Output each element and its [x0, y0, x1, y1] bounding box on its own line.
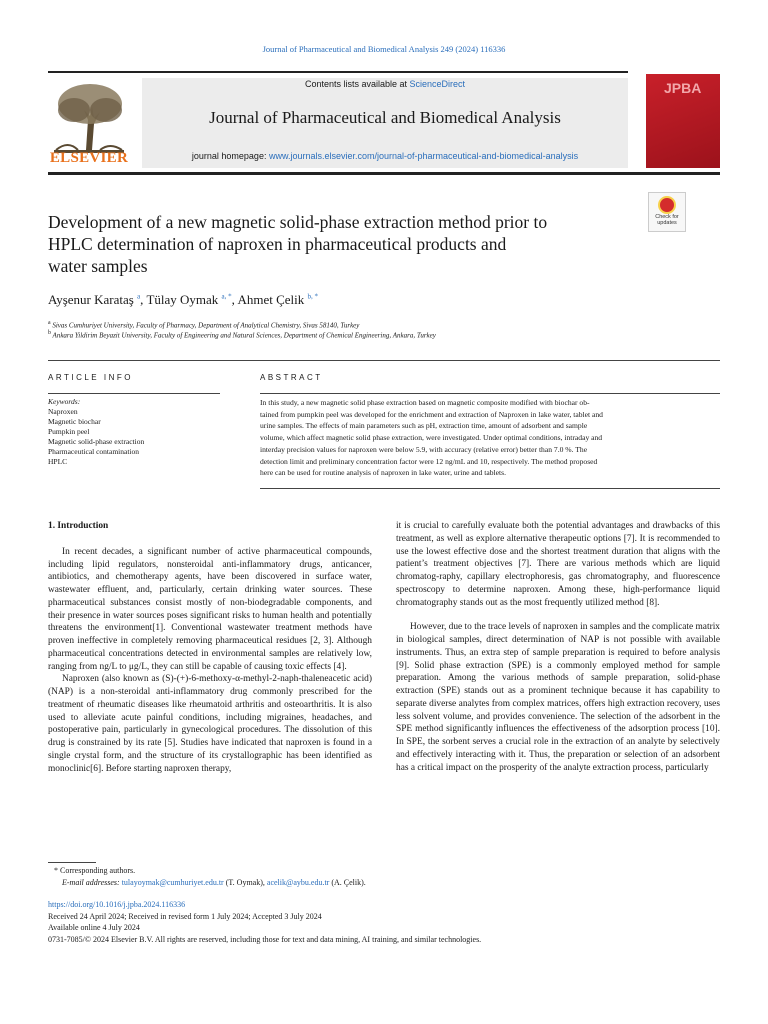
email-addresses — [62, 878, 366, 888]
contents-line — [142, 79, 628, 89]
keywords-block — [48, 397, 144, 467]
homepage-label: journal homepage: — [191, 151, 269, 161]
author-affiliation-marker[interactable]: b, * — [307, 292, 318, 301]
abstract-line: interday precision values for naproxen were below 5.9, with accuracy (relative error) better than 7.0 %. The — [260, 444, 588, 454]
article-info-heading: ARTICLE INFO — [48, 373, 133, 382]
sciencedirect-link[interactable]: ScienceDirect — [409, 79, 466, 89]
article-info-rule — [48, 393, 220, 394]
author-name[interactable]: Tülay Oymak — [146, 292, 219, 307]
body-paragraph: However, due to the trace levels of naproxen in samples and the complicate matrix in biological samples, direct determination of NAP is not possible with available instruments. Thus, an extra step of sample preparation is required to before analysis [9]. Solid phase extraction (SPE) is a commonly employed method for sample preparation. Among the various methods of sample preparation, solid-phase extraction (SPE) stands out as a prominent technique because it has capability to separate diverse analytes from complex matrices, offers high extraction recovery, uses less solvent volume, and provides convenience. The selection of the adsorbent in the SPE method significantly influences the effectiveness of the adsorption process [10]. In SPE, the sorbent serves a crucial role in the extraction of an analyte by selectively and effectively interacting with it. Thus, the preparation or selection of an adsorbent has a critical impact on the prosperity of the analyte extraction process, particularly — [396, 622, 720, 773]
affiliation-text: Sivas Cumhuriyet University, Faculty of Pharmacy, Department of Analytical Chemistry, Sivas 58140, Turkey — [52, 321, 360, 330]
email-link-oymak[interactable]: tulayoymak@cumhuriyet.edu.tr — [121, 878, 224, 887]
keyword: HPLC — [48, 457, 68, 466]
check-for-updates-button[interactable] — [648, 192, 686, 232]
corresponding-authors-note: * Corresponding authors. — [54, 866, 136, 875]
title-line: water samples — [48, 256, 148, 276]
article-title — [48, 211, 638, 277]
body-paragraph: In recent decades, a significant number of active pharmaceutical compounds, including lipid regulators, nonsteroidal anti-inflammatory drugs, anticancer, antibiotics, and chemotherapy agents, have been discovered in surface water, wastewater effluent, and, particularly, certain drinking water sources. These pharmaceutical substances consist mostly of non-biodegradable components, and their presence in water sources poses significant risks to human health and potentially threatens the environment[1]. Conventional wastewater treatment methods have proven ineffective in completely removing pharmaceutical residues [2, 3]. Although pharmaceutical concentrations detected in environmental samples are relatively low, ranging from ng/L to μg/L, they can still be capable of causing toxic effects [4]. — [48, 546, 372, 672]
author-affiliation-marker[interactable]: a, * — [221, 292, 232, 301]
affiliation-text: Ankara Yildirim Beyazit University, Faculty of Engineering and Natural Sciences, Department of Chemical Engineering, Ankara, Turkey — [52, 331, 436, 340]
check-updates-label: Check for updates — [655, 214, 679, 226]
author-list: Ayşenur Karataş $^a$, Tülay Oymak $^{a, *}$, Ahmet Çelik $^{b, *}$ — [48, 292, 318, 307]
email-label: E-mail addresses: — [62, 878, 122, 887]
email-owner: (T. Oymak), — [223, 878, 267, 887]
affiliation — [48, 320, 359, 329]
email-link-celik[interactable]: acelik@aybu.edu.tr — [266, 878, 330, 887]
abstract-line: here can be used for routine analysis of naproxen in lake water, urine and tablets. — [260, 468, 506, 478]
homepage-link[interactable]: www.journals.elsevier.com/journal-of-pharmaceutical-and-biomedical-analysis — [268, 151, 579, 161]
keyword: Magnetic solid-phase extraction — [48, 437, 145, 446]
doi-link[interactable] — [48, 899, 185, 910]
body-paragraph: Naproxen (also known as (S)-(+)-6-methoxy-α-methyl-2-naph-thaleneacetic acid) (NAP) is a non-steroidal anti-inflammatory drug commonly prescribed for the treatment of rheumatic diseases like rheumatoid arthritis and osteoarthritis. It is also used to alleviate acute painful conditions, including migraines, headaches, and postoperative pain, particularly in gynecological procedures. The dissolution of this drug is constrained by its rate [5]. Studies have indicated that naproxen is found in a single crystal form, and the structure of its crystallographic has been identified as monoclinic[6]. Before starting naproxen therapy, — [48, 674, 372, 774]
keyword: Pharmaceutical contamination — [48, 447, 140, 456]
title-line: Development of a new magnetic solid-phase extraction method prior to — [48, 212, 548, 232]
email-owner: (A. Çelik). — [329, 878, 366, 887]
received-dates: Received 24 April 2024; Received in revised form 1 July 2024; Accepted 3 July 2024 — [48, 912, 322, 921]
footnote-rule — [48, 862, 96, 863]
abstract-text — [260, 397, 720, 479]
affiliation-marker: b — [48, 330, 51, 336]
journal-title: Journal of Pharmaceutical and Biomedical Analysis — [209, 108, 561, 127]
body-right-column — [396, 520, 720, 774]
keyword: Naproxen — [48, 407, 78, 416]
keywords-label: Keywords: — [48, 397, 81, 406]
available-online: Available online 4 July 2024 — [48, 923, 140, 932]
check-updates-icon — [658, 196, 676, 214]
abstract-rule — [260, 393, 720, 394]
abstract-line: detection limit and preliminary concentration factor were 12 ng/mL and 10, respectively. The method proposed — [260, 456, 598, 466]
masthead-top-rule — [48, 71, 628, 73]
abstract-line: In this study, a new magnetic solid phase extraction based on magnetic composite modified with biochar ob- — [260, 398, 590, 407]
doi-url[interactable]: https://doi.org/10.1016/j.jpba.2024.116336 — [48, 900, 186, 909]
author-name[interactable]: Ahmet Çelik — [237, 292, 305, 307]
contents-prefix: Contents lists available at — [304, 79, 410, 89]
body-left-column — [48, 520, 372, 775]
author-affiliation-marker[interactable]: a — [137, 292, 141, 301]
keyword: Magnetic biochar — [48, 417, 101, 426]
copyright: 0731-7085/© 2024 Elsevier B.V. All rights are reserved, including those for text and data mining, AI training, and similar technologies. — [48, 935, 482, 944]
journal-cover-thumbnail[interactable] — [646, 74, 720, 168]
section-divider — [48, 360, 720, 361]
affiliation-marker: a — [48, 320, 51, 326]
title-line: HPLC determination of naproxen in pharmaceutical products and — [48, 234, 507, 254]
abstract-bottom-rule — [260, 488, 720, 489]
affiliation — [48, 330, 436, 339]
elsevier-wordmark: ELSEVIER — [49, 150, 129, 166]
journal-reference[interactable]: Journal of Pharmaceutical and Biomedical Analysis 249 (2024) 116336 — [262, 44, 506, 54]
body-paragraph: it is crucial to carefully evaluate both the potential advantages and drawbacks of this treatment, as well as explore alternative therapeutic options [7]. It is recommended to use the lowest effective dose and the shortest treatment duration that aligns with the patient’s treatment objectives [7]. There are various methods which are liquid chromatog-raphy, capillary electrophoresis, gas chromatography, and fluorescence spectroscopy to determine naproxen. Among these, high-performance liquid chromatography stands out as the most frequently utilized method [8]. — [396, 521, 720, 608]
journal-homepage — [142, 151, 628, 161]
abstract-line: volume, which affect magnetic solid phase extraction, were investigated. Under optimal conditions, intraday and — [260, 433, 603, 443]
abstract-line: urine samples. The effects of main parameters such as pH, extraction time, amount of adsorbent and sample — [260, 421, 588, 431]
abstract-line: tained from pumpkin peel was developed for the enrichment and extraction of Naproxen in lake water, tablet and — [260, 409, 603, 419]
masthead-bottom-rule — [48, 172, 720, 175]
abstract-heading: ABSTRACT — [260, 373, 323, 382]
section-heading: 1. Introduction — [48, 521, 109, 531]
author-name[interactable]: Ayşenur Karataş — [48, 292, 134, 307]
keyword: Pumpkin peel — [48, 427, 90, 436]
cover-abbreviation: JPBA — [664, 80, 702, 96]
